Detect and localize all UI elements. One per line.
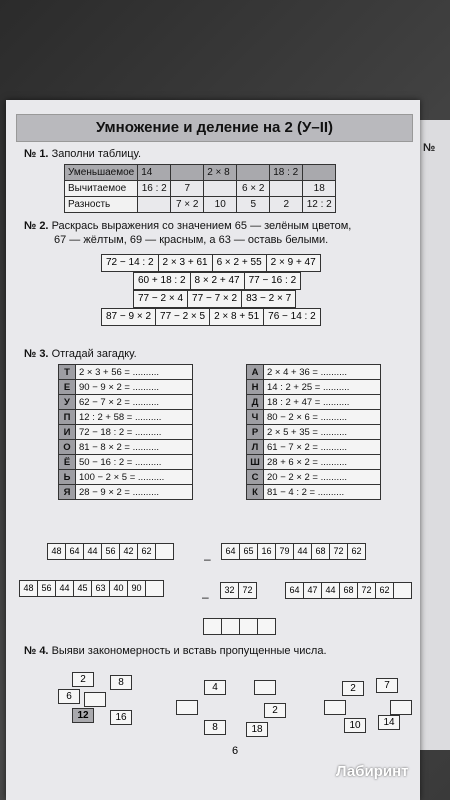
riddle-expression: 28 + 6 × 2 = .......... (264, 455, 381, 470)
task1-cell: 7 × 2 (171, 197, 204, 213)
strip-cell: 62 (137, 543, 156, 560)
strip-cell-empty (393, 582, 412, 599)
strip-cell: 62 (375, 582, 394, 599)
task2-expression: 6 × 2 + 55 (212, 254, 267, 272)
strip-cell-empty (221, 618, 240, 635)
strip-cell: 72 (238, 582, 257, 599)
strip-cell: 47 (303, 582, 322, 599)
strip-cell: 32 (220, 582, 239, 599)
riddle-letter: А (247, 365, 264, 380)
strip-cell: 72 (357, 582, 376, 599)
task1-cell: 18 : 2 (270, 165, 303, 181)
answer-strip-6 (204, 618, 276, 635)
riddle-row (59, 365, 193, 380)
riddle-expression: 20 − 2 × 2 = .......... (264, 470, 381, 485)
pattern2-box: 4 (204, 680, 226, 695)
page-title: Умножение и деление на 2 (У–II) (16, 114, 413, 142)
strip-cell: 90 (127, 580, 146, 597)
riddle-letter: Ё (59, 455, 76, 470)
riddle-letter: С (247, 470, 264, 485)
pattern1-box: 8 (110, 675, 132, 690)
page-number: 6 (232, 745, 239, 757)
task1-row (65, 181, 336, 197)
task1-cell (204, 181, 237, 197)
riddle-letter: К (247, 485, 264, 500)
task2-expression: 2 × 8 + 51 (209, 308, 264, 326)
riddle-expression: 14 : 2 + 25 = .......... (264, 380, 381, 395)
task2-expression-row (134, 272, 301, 290)
riddle-row (59, 425, 193, 440)
strip-cell-empty (257, 618, 276, 635)
task2-expression: 8 × 2 + 47 (190, 272, 245, 290)
riddle-row (247, 425, 381, 440)
riddle-expression: 28 − 9 × 2 = .......... (76, 485, 193, 500)
task4-header (24, 645, 327, 657)
task1-table (64, 164, 336, 213)
task1-cell: 12 : 2 (303, 197, 336, 213)
next-page-edge (415, 120, 450, 750)
pattern2-box: 8 (204, 720, 226, 735)
task4-number: № 4. (24, 645, 49, 657)
strip-cell: 79 (275, 543, 294, 560)
task1-cell (303, 165, 336, 181)
riddle-letter: Я (59, 485, 76, 500)
strip-cell: 44 (321, 582, 340, 599)
riddle-row (247, 410, 381, 425)
riddle-row (247, 440, 381, 455)
task2-expression: 77 − 2 × 4 (133, 290, 188, 308)
strip-cell: 45 (73, 580, 92, 597)
riddle-row (59, 455, 193, 470)
riddle-letter: У (59, 395, 76, 410)
riddle-row (59, 380, 193, 395)
task1-cell (270, 181, 303, 197)
task1-cell: 18 (303, 181, 336, 197)
task1-cell: 5 (237, 197, 270, 213)
task1-cell (171, 165, 204, 181)
strip-cell: 16 (257, 543, 276, 560)
pattern1-box: 12 (72, 708, 94, 723)
pattern2-box: 18 (246, 722, 268, 737)
riddle-letter: Р (247, 425, 264, 440)
task1-row-label: Вычитаемое (65, 181, 138, 197)
task2-expression: 77 − 16 : 2 (244, 272, 302, 290)
strip-cell: 44 (293, 543, 312, 560)
task2-expression: 77 − 2 × 5 (155, 308, 210, 326)
riddle-left-table (58, 364, 193, 500)
next-page-label: № (423, 142, 436, 154)
task2-expression: 2 × 3 + 61 (158, 254, 213, 272)
task3-text: Отгадай загадку. (51, 348, 137, 360)
answer-strip-1 (48, 543, 174, 560)
answer-strip-5 (286, 582, 412, 599)
task2-expression: 76 − 14 : 2 (263, 308, 321, 326)
riddle-row (247, 395, 381, 410)
task2-line2: 67 — жёлтым, 69 — красным, а 63 — оставь белыми. (54, 234, 329, 246)
riddle-letter: О (59, 440, 76, 455)
task2-expression: 72 − 14 : 2 (101, 254, 159, 272)
riddle-row (247, 365, 381, 380)
riddle-row (59, 470, 193, 485)
pattern1-box: 2 (72, 672, 94, 687)
pattern3-box: 14 (378, 715, 400, 730)
strip-cell-empty (203, 618, 222, 635)
task2-line1: Раскрась выражения со значением 65 — зелёным цветом, (51, 220, 352, 232)
task1-cell (237, 165, 270, 181)
dash-1: – (204, 552, 211, 566)
task1-cell: 14 (138, 165, 171, 181)
task2-expression: 87 − 9 × 2 (101, 308, 156, 326)
strip-cell: 65 (239, 543, 258, 560)
task1-cell (138, 197, 171, 213)
strip-cell: 64 (221, 543, 240, 560)
strip-cell: 48 (47, 543, 66, 560)
task2-expression-row (102, 308, 321, 326)
task3-number: № 3. (24, 348, 49, 360)
riddle-letter: Ь (59, 470, 76, 485)
watermark: Лабиринт (336, 763, 409, 780)
riddle-letter: Ш (247, 455, 264, 470)
strip-cell: 56 (101, 543, 120, 560)
task2-expression: 83 − 2 × 7 (241, 290, 296, 308)
strip-cell: 40 (109, 580, 128, 597)
task1-cell: 16 : 2 (138, 181, 171, 197)
dash-2: – (202, 590, 209, 604)
strip-cell-empty (239, 618, 258, 635)
workbook-page (6, 100, 420, 800)
task1-number: № 1. (24, 148, 49, 160)
riddle-expression: 62 − 7 × 2 = .......... (76, 395, 193, 410)
task1-row-label: Уменьшаемое (65, 165, 138, 181)
riddle-row (59, 485, 193, 500)
riddle-row (59, 440, 193, 455)
task1-cell: 6 × 2 (237, 181, 270, 197)
strip-cell: 44 (83, 543, 102, 560)
task2-expression-row (134, 290, 296, 308)
task1-text: Заполни таблицу. (51, 148, 142, 160)
riddle-letter: Л (247, 440, 264, 455)
riddle-expression: 81 − 4 : 2 = .......... (264, 485, 381, 500)
pattern1-box-empty (84, 692, 106, 707)
riddle-row (247, 485, 381, 500)
riddle-expression: 2 × 5 + 35 = .......... (264, 425, 381, 440)
answer-strip-2 (222, 543, 366, 560)
pattern2-box-empty (254, 680, 276, 695)
riddle-letter: И (59, 425, 76, 440)
strip-cell: 64 (65, 543, 84, 560)
task1-header (24, 148, 141, 160)
task2-number: № 2. (24, 220, 49, 232)
riddle-expression: 72 − 18 : 2 = .......... (76, 425, 193, 440)
task3-header (24, 348, 137, 360)
riddle-letter: Н (247, 380, 264, 395)
riddle-letter: Е (59, 380, 76, 395)
answer-strip-3 (20, 580, 164, 597)
riddle-expression: 80 − 2 × 6 = .......... (264, 410, 381, 425)
pattern3-box-empty (390, 700, 412, 715)
strip-cell-empty (155, 543, 174, 560)
pattern2-box-empty (176, 700, 198, 715)
strip-cell: 42 (119, 543, 138, 560)
riddle-row (247, 455, 381, 470)
strip-cell: 64 (285, 582, 304, 599)
strip-cell: 68 (311, 543, 330, 560)
riddle-letter: П (59, 410, 76, 425)
strip-cell: 72 (329, 543, 348, 560)
strip-cell: 56 (37, 580, 56, 597)
riddle-expression: 50 − 16 : 2 = .......... (76, 455, 193, 470)
pattern3-box: 10 (344, 718, 366, 733)
strip-cell: 44 (55, 580, 74, 597)
task4-text: Выяви закономерность и вставь пропущенные числа. (51, 645, 327, 657)
task1-row (65, 197, 336, 213)
task1-cell: 10 (204, 197, 237, 213)
strip-cell: 62 (347, 543, 366, 560)
strip-cell-empty (145, 580, 164, 597)
task2-expression: 77 − 7 × 2 (187, 290, 242, 308)
riddle-expression: 61 − 7 × 2 = .......... (264, 440, 381, 455)
task2-header (24, 220, 351, 232)
task1-row (65, 165, 336, 181)
pattern1-box: 16 (110, 710, 132, 725)
riddle-letter: Т (59, 365, 76, 380)
task1-cell: 7 (171, 181, 204, 197)
task2-expression: 2 × 9 + 47 (266, 254, 321, 272)
riddle-row (59, 410, 193, 425)
riddle-expression: 12 : 2 + 58 = .......... (76, 410, 193, 425)
answer-strip-4 (221, 582, 257, 599)
task2-expression-row (102, 254, 321, 272)
task2-expression: 60 + 18 : 2 (133, 272, 191, 290)
task1-cell: 2 × 8 (204, 165, 237, 181)
task1-cell: 2 (270, 197, 303, 213)
strip-cell: 68 (339, 582, 358, 599)
riddle-letter: Ч (247, 410, 264, 425)
riddle-expression: 90 − 9 × 2 = .......... (76, 380, 193, 395)
pattern3-box-empty (324, 700, 346, 715)
riddle-row (247, 470, 381, 485)
riddle-expression: 81 − 8 × 2 = .......... (76, 440, 193, 455)
riddle-right-table (246, 364, 381, 500)
strip-cell: 48 (19, 580, 38, 597)
riddle-row (59, 395, 193, 410)
pattern3-box: 7 (376, 678, 398, 693)
riddle-expression: 2 × 3 + 56 = .......... (76, 365, 193, 380)
riddle-letter: Д (247, 395, 264, 410)
task1-row-label: Разность (65, 197, 138, 213)
pattern2-box: 2 (264, 703, 286, 718)
riddle-expression: 18 : 2 + 47 = .......... (264, 395, 381, 410)
pattern3-box: 2 (342, 681, 364, 696)
riddle-row (247, 380, 381, 395)
strip-cell: 63 (91, 580, 110, 597)
pattern1-box: 6 (58, 689, 80, 704)
riddle-expression: 2 × 4 + 36 = .......... (264, 365, 381, 380)
riddle-expression: 100 − 2 × 5 = .......... (76, 470, 193, 485)
